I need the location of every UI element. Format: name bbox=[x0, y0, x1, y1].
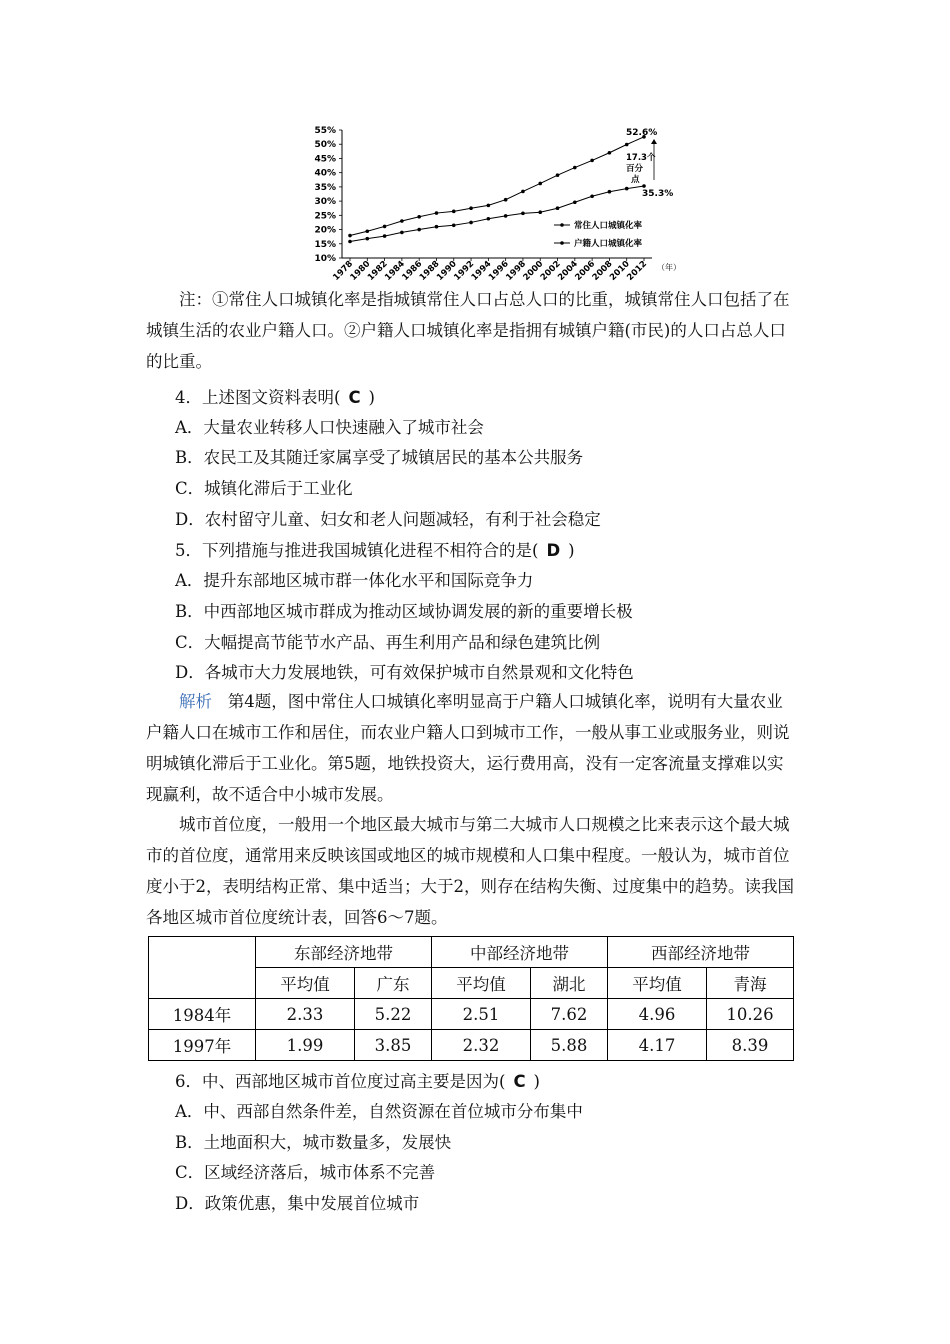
analysis-paragraph bbox=[146, 686, 826, 810]
legend-marker-1 bbox=[560, 223, 564, 227]
q5-option-a: A．提升东部地区城市群一体化水平和国际竞争力 bbox=[175, 571, 534, 590]
x-tick-label: 2000 bbox=[521, 259, 546, 283]
intro-paragraph bbox=[146, 809, 826, 933]
series-line-2 bbox=[350, 186, 644, 241]
subhead-east-avg: 平均值 bbox=[256, 968, 355, 999]
data-point bbox=[556, 173, 560, 177]
table-cell: 4.17 bbox=[608, 1030, 707, 1061]
q5-stem-close: ) bbox=[568, 541, 575, 560]
table-cell: 3.85 bbox=[355, 1030, 432, 1061]
y-tick-label: 50% bbox=[314, 140, 336, 151]
q5-option-c: C．大幅提高节能节水产品、再生利用产品和绿色建筑比例 bbox=[175, 633, 601, 652]
x-tick-label: 2002 bbox=[538, 259, 563, 283]
y-axis-ticks bbox=[314, 126, 342, 264]
annotation-gap-line1: 17.3个 bbox=[626, 153, 656, 163]
data-point bbox=[504, 198, 508, 202]
x-tick-label: 1980 bbox=[348, 259, 373, 283]
data-point bbox=[608, 190, 612, 194]
x-tick-label: 1984 bbox=[383, 259, 408, 283]
legend-label-1: 常住人口城镇化率 bbox=[574, 221, 643, 231]
table-cell: 2.33 bbox=[256, 999, 355, 1030]
group-east: 东部经济地带 bbox=[256, 937, 432, 968]
data-point bbox=[417, 228, 421, 232]
intro-line-4: 各地区城市首位度统计表，回答6～7题。 bbox=[146, 908, 448, 927]
y-tick-label: 30% bbox=[314, 197, 336, 208]
data-point bbox=[625, 143, 629, 147]
q6-stem-text: 6．中、西部地区城市首位度过高主要是因为( bbox=[175, 1072, 506, 1091]
note-line-1: 注：①常住人口城镇化率是指城镇常住人口占总人口的比重，城镇常住人口包括了在 bbox=[179, 290, 790, 309]
y-tick-label: 45% bbox=[314, 154, 336, 165]
q6-answer: C bbox=[513, 1072, 526, 1091]
data-point bbox=[556, 206, 560, 210]
analysis-label: 解析 bbox=[179, 692, 212, 711]
x-tick-label: 2010 bbox=[608, 259, 632, 283]
data-point bbox=[538, 210, 542, 214]
note-line-3: 的比重。 bbox=[146, 352, 212, 371]
x-tick-label: 1998 bbox=[504, 259, 529, 283]
data-point bbox=[573, 200, 577, 204]
row-year: 1997年 bbox=[149, 1030, 256, 1061]
data-point bbox=[348, 240, 352, 244]
data-point bbox=[538, 182, 542, 186]
table-cell: 2.32 bbox=[432, 1030, 531, 1061]
group-central: 中部经济地带 bbox=[432, 937, 608, 968]
q4-option-b: B．农民工及其随迁家属享受了城镇居民的基本公共服务 bbox=[175, 448, 584, 467]
analysis-line-3: 明城镇化滞后于工业化。第5题，地铁投资大，运行费用高，没有一定客流量支撑难以实 bbox=[146, 754, 784, 773]
q4-stem-close: ) bbox=[368, 388, 375, 407]
table-corner-cell bbox=[149, 937, 256, 999]
table-cell: 8.39 bbox=[707, 1030, 794, 1061]
x-tick-label: 1996 bbox=[486, 259, 511, 283]
gap-arrow-head bbox=[651, 139, 657, 144]
q6-option-c: C．区域经济落后，城市体系不完善 bbox=[175, 1163, 436, 1182]
data-point bbox=[435, 225, 439, 229]
table-cell: 5.22 bbox=[355, 999, 432, 1030]
x-tick-label: 1982 bbox=[365, 259, 390, 283]
data-point bbox=[590, 159, 594, 163]
subhead-qinghai: 青海 bbox=[707, 968, 794, 999]
row-year: 1984年 bbox=[149, 999, 256, 1030]
question-5-stem bbox=[175, 537, 575, 561]
table-row bbox=[149, 999, 794, 1030]
x-tick-label: 2004 bbox=[556, 259, 580, 283]
q5-option-d: D．各城市大力发展地铁，可有效保护城市自然景观和文化特色 bbox=[175, 663, 634, 682]
analysis-line-2: 户籍人口在城市工作和居住，而农业户籍人口到城市工作，一般从事工业或服务业，则说 bbox=[146, 723, 790, 742]
data-point bbox=[469, 221, 473, 225]
table-cell: 2.51 bbox=[432, 999, 531, 1030]
data-point bbox=[435, 211, 439, 215]
chart-note bbox=[146, 284, 826, 377]
intro-line-2: 市的首位度，通常用来反映该国或地区的城市规模和人口集中程度。一般认为，城市首位 bbox=[146, 846, 790, 865]
table-cell: 10.26 bbox=[707, 999, 794, 1030]
annotation-top-value: 52.6% bbox=[626, 128, 658, 138]
x-tick-label: 2012 bbox=[625, 259, 650, 283]
data-point bbox=[365, 229, 369, 233]
data-point bbox=[417, 215, 421, 219]
data-point bbox=[452, 210, 456, 214]
data-point bbox=[452, 223, 456, 227]
table-cell: 7.62 bbox=[531, 999, 608, 1030]
legend-label-2: 户籍人口城镇化率 bbox=[574, 239, 643, 249]
note-line-2: 城镇生活的农业户籍人口。②户籍人口城镇化率是指拥有城镇户籍(市民)的人口占总人口 bbox=[146, 321, 786, 340]
q5-option-b: B．中西部地区城市群成为推动区域协调发展的新的重要增长极 bbox=[175, 602, 633, 621]
data-point bbox=[504, 214, 508, 218]
data-point bbox=[469, 206, 473, 210]
intro-line-1: 城市首位度，一般用一个地区最大城市与第二大城市人口规模之比来表示这个最大城 bbox=[179, 815, 790, 834]
q6-stem-close: ) bbox=[533, 1072, 540, 1091]
y-tick-label: 10% bbox=[314, 254, 336, 264]
data-point bbox=[348, 234, 352, 238]
x-axis-ticks bbox=[331, 258, 649, 283]
q6-option-a: A．中、西部自然条件差，自然资源在首位城市分布集中 bbox=[175, 1102, 583, 1121]
data-point bbox=[487, 204, 491, 208]
x-tick-label: 1978 bbox=[331, 259, 356, 283]
data-point bbox=[487, 217, 491, 221]
y-tick-label: 40% bbox=[314, 168, 336, 179]
y-tick-label: 15% bbox=[314, 239, 336, 250]
table-header-row-1 bbox=[149, 937, 794, 968]
question-6-stem bbox=[175, 1068, 540, 1092]
x-tick-label: 1986 bbox=[400, 259, 425, 283]
annotation-bottom-value: 35.3% bbox=[642, 189, 674, 199]
annotation-gap-line3: 点 bbox=[631, 175, 640, 185]
data-point bbox=[573, 166, 577, 170]
table-row bbox=[149, 1030, 794, 1061]
q5-stem-text: 5．下列措施与推进我国城镇化进程不相符合的是( bbox=[175, 541, 539, 560]
data-point bbox=[590, 194, 594, 198]
q4-option-a: A．大量农业转移人口快速融入了城市社会 bbox=[175, 418, 484, 437]
subhead-central-avg: 平均值 bbox=[432, 968, 531, 999]
data-point bbox=[521, 190, 525, 194]
subhead-hubei: 湖北 bbox=[531, 968, 608, 999]
urbanization-line-chart bbox=[300, 118, 700, 288]
data-point bbox=[521, 212, 525, 216]
analysis-line-4: 现赢利，故不适合中小城市发展。 bbox=[146, 785, 394, 804]
table-cell: 5.88 bbox=[531, 1030, 608, 1061]
intro-line-3: 度小于2，表明结构正常、集中适当；大于2，则存在结构失衡、过度集中的趋势。读我国 bbox=[146, 877, 794, 896]
q4-answer: C bbox=[348, 388, 361, 407]
data-point bbox=[608, 151, 612, 155]
q6-option-d: D．政策优惠，集中发展首位城市 bbox=[175, 1194, 420, 1213]
y-tick-label: 35% bbox=[314, 182, 336, 193]
q4-stem-text: 4．上述图文资料表明( bbox=[175, 388, 341, 407]
y-tick-label: 25% bbox=[314, 211, 336, 222]
subhead-guangdong: 广东 bbox=[355, 968, 432, 999]
x-tick-label: 1990 bbox=[435, 259, 459, 283]
data-point bbox=[383, 225, 387, 229]
x-tick-label: 2006 bbox=[573, 259, 598, 283]
annotation-gap-line2: 百分 bbox=[626, 164, 644, 174]
data-point bbox=[400, 219, 404, 223]
analysis-line-1: 第4题，图中常住人口城镇化率明显高于户籍人口城镇化率，说明有大量农业 bbox=[227, 692, 783, 711]
y-tick-label: 55% bbox=[314, 126, 336, 136]
group-west: 西部经济地带 bbox=[608, 937, 794, 968]
question-4-stem bbox=[175, 384, 375, 408]
data-point bbox=[365, 237, 369, 241]
q6-option-b: B．土地面积大，城市数量多，发展快 bbox=[175, 1133, 452, 1152]
primacy-table bbox=[148, 936, 794, 1061]
data-point bbox=[400, 231, 404, 235]
legend-marker-2 bbox=[560, 241, 564, 245]
data-point bbox=[383, 234, 387, 238]
subhead-west-avg: 平均值 bbox=[608, 968, 707, 999]
q4-option-c: C．城镇化滞后于工业化 bbox=[175, 479, 353, 498]
table-cell: 4.96 bbox=[608, 999, 707, 1030]
x-axis-unit: （年） bbox=[657, 263, 681, 272]
q5-answer: D bbox=[546, 541, 561, 560]
data-point bbox=[642, 184, 646, 188]
data-point bbox=[625, 187, 629, 191]
table-cell: 1.99 bbox=[256, 1030, 355, 1061]
x-tick-label: 1994 bbox=[469, 259, 494, 283]
x-tick-label: 1988 bbox=[417, 259, 442, 283]
q4-option-d: D．农村留守儿童、妇女和老人问题减轻，有利于社会稳定 bbox=[175, 510, 601, 529]
y-tick-label: 20% bbox=[314, 225, 336, 236]
x-tick-label: 1992 bbox=[452, 259, 477, 283]
x-tick-label: 2008 bbox=[590, 259, 615, 283]
